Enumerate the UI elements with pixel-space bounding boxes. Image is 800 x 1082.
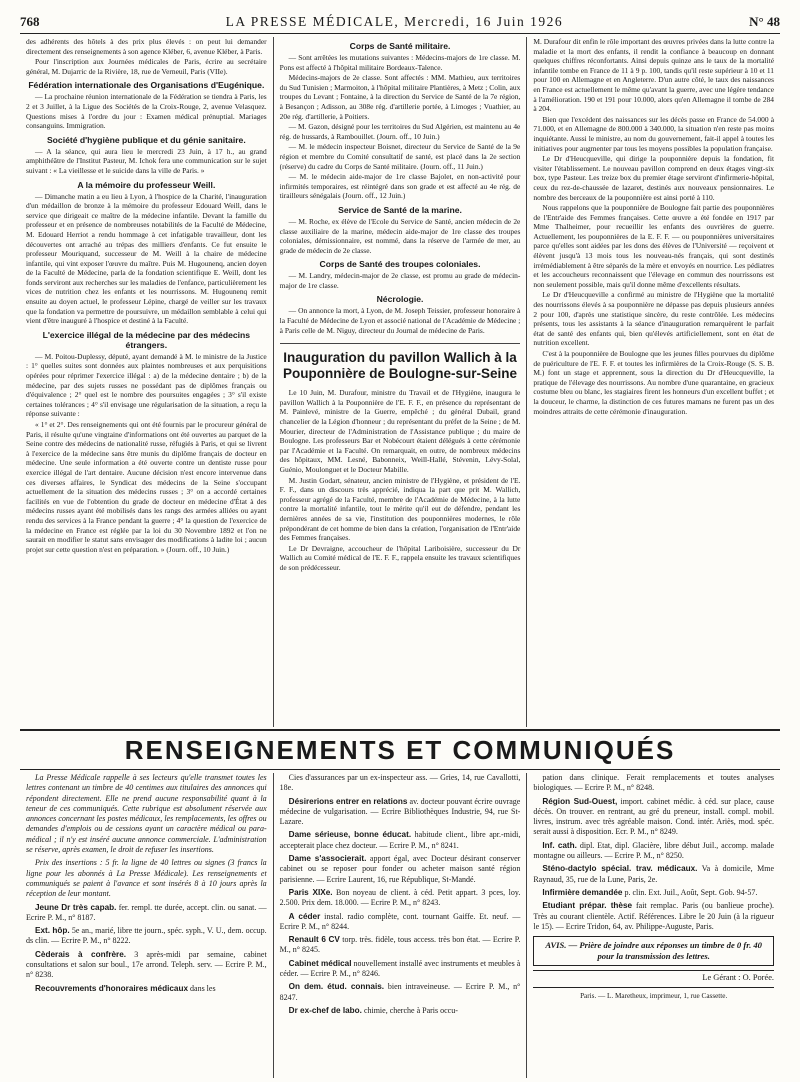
paragraph: — A la séance, qui aura lieu le mercredi 23 Juin, à 17 h., au grand amphithéâtre de l'Institut Pasteur, M. Ichok fera une communication sur le sujet suivant : « La vieillesse et le suicide dans la ville de Paris. » bbox=[26, 146, 267, 175]
printer-line: Paris. — L. Maretheux, imprimeur, 1, rue Cassette. bbox=[533, 987, 774, 1001]
section-heading: Fédération internationale des Organisations d'Eugénique. bbox=[28, 80, 265, 91]
classified-ad bbox=[280, 830, 521, 851]
ad-lead: Renault 6 CV bbox=[288, 935, 340, 945]
paragraph: des adhérents des hôtels à des prix plus élevés : on peut lui demander directement des renseignements à son agence Kléber, 6, avenue Kléber, à Paris. bbox=[26, 37, 267, 56]
classified-ad bbox=[533, 797, 774, 838]
ad-lead: Inf. cath. bbox=[542, 840, 577, 850]
section-heading: Corps de Santé des troupes coloniales. bbox=[319, 259, 481, 270]
paragraph: — M. Gazon, désigné pour les territoires du Sud Algérien, est maintenu au 4e rég. de hussards, à Rambouillet. (Journ. off., 10 Juin.) bbox=[279, 122, 521, 141]
ad-lead: Cabinet médical bbox=[288, 958, 352, 968]
paragraph: Le Dr Devraigne, accoucheur de l'hôpital Lariboisière, successeur du Dr Wallich au Comité médical de l'E. F. F., rappela ensuite les travaux scientifiques de son prédécesseur. bbox=[279, 543, 521, 572]
ad-lead: A céder bbox=[288, 911, 321, 921]
classified-ad bbox=[533, 864, 774, 885]
classified-ad bbox=[26, 926, 267, 947]
ad-text: fer. rempl. tte durée, accept. clin. ou sanat. — Ecrire P. M., n° 8187. bbox=[26, 902, 267, 922]
paragraph: Le Dr d'Heucqueville, qui dirige la pouponnière depuis la fondation, fit visiter l'établissement. Le nouveau pavillon comprend en deux étages vingt-six box, type Pasteur. Les treize box du premier étage serviront d'infirmerie-hôpital, ceux du rez-de-chaussée de lazaret, destinés aux nouveaux pensionnaires. Le nombre des berceaux de la pouponnière est ainsi porté à 110. bbox=[533, 154, 775, 202]
ad-lead: Dr ex-chef de labo. bbox=[288, 1005, 362, 1015]
classified-ad bbox=[280, 935, 521, 956]
ad-lead: Etudiant prépar. thèse bbox=[542, 901, 633, 911]
section-heading: Nécrologie. bbox=[376, 294, 424, 305]
classifieds-column-2 bbox=[273, 773, 527, 1078]
ad-text: import. cabinet médic. à céd. sur place, cause décès. On trouver. en rentrant, au gré du preneur, install. compl. mobil. livres, instrum. avec très agréable maison. Cond. intér. Ariès, mod. spéc. serait aussi à disposition. Ecr. P. M., n° 8249. bbox=[533, 796, 775, 837]
paragraph: Le Dr d'Heucqueville a confirmé au ministre de l'Hygiène que la mortalité des nourrissons élevés à sa pouponnière ne dépasse pas depuis plusieurs années 2 pour 100, d'après une statistique sincère, du reste contrôlée. Les médecins présents, tous les assistants à la séance d'inauguration remarquèrent le parfait état de santé des enfants qui, bien qu'élevés artificiellement, sont en état de nutrition excellent. bbox=[533, 290, 775, 348]
paragraph: C'est à la pouponnière de Boulogne que les jeunes filles pourvues du diplôme de puériculture de l'E. F. F. et toutes les infirmières de la Croix-Rouge (S. S. B. M.) font un stage et apprennent, sous la direction du Dr d'Heucqueville, la pratique de l'élevage des nourrissons. Au nombre d'une quarantaine, en gracieux costume bleu ou blanc, les stagiaires firent les honneurs d'un excellent buffet ; et la douceur, le charme, la distinction de ces futures mamans ne furent pas un des moindres attraits de cette cérémonie d'inauguration. bbox=[533, 349, 775, 416]
section-heading: Société d'hygiène publique et du génie sanitaire. bbox=[46, 134, 246, 145]
section-heading: L'exercice illégal de la médecine par des médecins étrangers. bbox=[42, 329, 251, 350]
ad-text: p. clin. Ext. Juil., Août, Sept. Gob. 94-57. bbox=[622, 887, 758, 897]
ad-lead: Infirmière demandée bbox=[542, 887, 623, 897]
paragraph: Nous rappelons que la pouponnière de Boulogne fait partie des pouponnières de l'Entr'aide des Femmes françaises. Cette œuvre a été fondée en 1917 par Mme Thalheimer, pour recueillir les enfants des ouvrières de guerre. Actuellement, les pouponnières de la E. F. F. — ou pouponnières universitaires parce qu'elles sont aidées par les dons des élèves de l'Université — reçoivent et élèvent jusqu'à 13 mois tous les nouveau-nés français, qui sont destinés irrémédiablement à être séparés de la mère et envoyés en nourrice. Les pédiatres et les accoucheurs reconnaissent que l'élevage en commun des nourrissons est non seulement possible, mais qu'il donne même d'excellents résultats. bbox=[533, 203, 775, 289]
paragraph: — M. le médecin aide-major de 1re classe Bajolet, en non-activité pour infirmités temporaires, est réintégré dans son grade et est affecté au 4e rég. de tirailleurs sénégalais (Journ. off., 12 Juin.) bbox=[279, 172, 521, 201]
ad-lead: Recouvrements d'honoraires médicaux bbox=[35, 983, 189, 993]
masthead-title: LA PRESSE MÉDICALE, Mercredi, 16 Juin 1926 bbox=[225, 14, 564, 29]
paragraph: — M. le médecin inspecteur Boisnet, directeur du Service de Santé de la 9e région et membre du Comité consultatif de santé, est placé dans la 2e section (réserve) du cadre du Corps de Santé militaire. (Journ. off., 11 Juin.) bbox=[279, 142, 521, 171]
classified-ad bbox=[280, 773, 521, 794]
ad-text: nouvellement installé avec instruments et meubles à céder. — Ecrire P. M., n° 8246. bbox=[279, 958, 521, 979]
gerant-signature: Le Gérant : O. Porée. bbox=[533, 970, 774, 983]
classifieds-column-1 bbox=[20, 773, 273, 1078]
ad-lead: Jeune Dr très capab. bbox=[35, 902, 117, 912]
classified-ad bbox=[533, 901, 774, 932]
issue-number: N° 48 bbox=[749, 14, 780, 29]
paragraph: Pour l'inscription aux Journées médicales de Paris, écrire au secrétaire général, M. Dujarric de la Rivière, 18, rue de Verneuil, Paris (VIIe). bbox=[26, 57, 267, 76]
column-1 bbox=[20, 37, 273, 727]
classified-ad bbox=[26, 903, 267, 924]
ad-text: dans les bbox=[188, 983, 216, 993]
section-heading: A la mémoire du professeur Weill. bbox=[77, 179, 216, 190]
classified-ad bbox=[533, 841, 774, 862]
column-3 bbox=[526, 37, 780, 727]
classifieds-column-3 bbox=[526, 773, 780, 1078]
classified-ad bbox=[280, 854, 521, 885]
classifieds-column-3-ads bbox=[533, 773, 774, 932]
ad-text: dipl. Etat, dipl. Glacière, libre début Juil., accomp. malade montagne ou ailleurs. — Ecrire P. M., n° 8250. bbox=[533, 840, 775, 861]
classified-ad bbox=[26, 984, 267, 994]
ad-lead: Dame sérieuse, bonne éducat. bbox=[288, 830, 412, 840]
article-title: Inauguration du pavillon Wallich à la Pouponnière de Boulogne-sur-Seine bbox=[280, 343, 521, 382]
classified-ad bbox=[280, 1006, 521, 1016]
classified-ad bbox=[280, 982, 521, 1003]
ad-lead: Ext. hôp. bbox=[35, 926, 70, 936]
ad-lead: Désirerions entrer en relations bbox=[288, 796, 408, 806]
paragraph: M. Durafour dit enfin le rôle important des œuvres privées dans la lutte contre la maladie et la mort des enfants, il rendit la confiance à beaucoup en donnant quelques chiffres réconfortants. Ainsi depuis quinze ans le taux de la mortalité infantile tombe en France de 11 à 9 p. 100, tandis qu'il reste supérieur à 10 et 11 pour 100 en Allemagne et en Angleterre. D'un autre côté, le taux des naissances en France est actuellement le même qu'avant la guerre, avec une légère tendance à l'amélioration. 190 et 191 pour 10.000, alors qu'en Allemagne il tombe de 284 à 204. bbox=[533, 37, 775, 114]
ad-text: pation dans clinique. Ferait remplacements et toutes analyses biologiques. — Ecrire P. M., n° 8248. bbox=[533, 773, 775, 793]
classifieds-notice: La Presse Médicale rappelle à ses lecteurs qu'elle transmet toutes les lettres contenant un timbre de 40 centimes aux titulaires des annonces qui répondent directement. Elle ne prend aucune responsabilité quant à la teneur de ces communiqués. Cette rubrique est absolument réservée aux annonces concernant les postes médicaux, les remplacements, les offres ou demandes d'emplois ou de cessions ayant un caractère médical ou para-médical ; il n'y est inséré aucune annonce commerciale. L'administration se réserve, après examen, le droit de refuser les insertions. bbox=[26, 773, 267, 855]
ad-text: apport égal, avec Docteur désirant conserver cabinet ou se reposer pour fonder ou acheter maison santé région parisienne. — Ecrire Laurent, 16, rue République, St-Mandé. bbox=[279, 854, 521, 884]
classified-ad bbox=[533, 888, 774, 898]
classified-ad bbox=[280, 888, 521, 909]
ad-lead: Région Sud-Ouest, bbox=[542, 796, 618, 806]
ad-text: bien intraveineuse. — Ecrire P. M., n° 8247. bbox=[279, 982, 521, 1002]
ad-lead: On dem. étud. connais. bbox=[288, 982, 385, 992]
ad-text: 3 après-midi par semaine, cabinet consultations et salon sur boul., 17e arrond. Teleph. serv. — Ecrire P. M., n° 8238. bbox=[26, 949, 267, 980]
ad-text: Va à domicile, Mme Raynaud, 35, rue de la Lune, Paris, 2e. bbox=[533, 864, 775, 884]
ad-text: fait remplac. Paris (ou banlieue proche). Très au courant clientèle. Actif. Références. Libre le 20 Juin (à la rigueur le 15). — Ecrire Tridon, 64, av. Philippe-Auguste, Paris. bbox=[533, 901, 775, 931]
ad-lead: Paris XIXe. bbox=[288, 887, 333, 897]
paragraph: « 1° et 2°. Des renseignements qui ont été fournis par le procureur général de Paris, il résulte qu'une vingtaine d'informations ont été ouvertes au parquet de la Seine contre des médecins de nationalité russe, réfugiés à Paris, et qui se livrent à l'exercice de la médecine sans être munis du diplôme français de docteur en médecine. Une seule information a été ouverte contre un dentiste russe pour exercice illégal de l'art dentaire. Aucune décision n'est encore intervenue dans ces diverses affaires, le Syndicat des médecins de la Seine s'occupant actuellement de la situation des médecins russes ; 3° on a accordé certaines facilités en vue de l'obtention du grade de docteur en médecine d'État à des médecins russes ayant été mobilisés dans les rangs des armées alliées ou ayant rendu des services à la France pendant la guerre ; 4° la question de l'exercice de la médecine en France est réglée par la loi du 30 Novembre 1892 et l'on ne saurait en modifier le statut sans envisager des modifications à ladite loi ; aucun projet sur cette question n'est en préparation. » (Journ. off., 10 Juin.) bbox=[26, 420, 267, 554]
ad-text: torp. très. fidèle, tous access. très bon état. — Ecrire P. M., n° 8245. bbox=[279, 935, 521, 955]
ad-lead: Cèderais à confrère. bbox=[35, 949, 127, 959]
classified-ad bbox=[533, 773, 774, 794]
section-heading: Corps de Santé militaire. bbox=[349, 41, 451, 51]
paragraph: — Sont arrêtées les mutations suivantes : Médecins-majors de 1re classe. M. Pons est affecté à l'hôpital militaire Bordeaux-Talence. bbox=[279, 53, 521, 72]
paragraph: — La prochaine réunion internationale de la Fédération se tiendra à Paris, les 2 et 3 Juillet, à la Ligue des Sociétés de la Croix-Rouge, 2, avenue Velasquez. Questions mises à l'ordre du jour : Examen médical prénuptial. Mariages consanguins. Immigration. bbox=[26, 92, 267, 131]
paragraph: M. Justin Godart, sénateur, ancien ministre de l'Hygiène, et président de l'E. F. F., dans un discours très apprécié, indiqua la part que prit M. Wallich, professeur agrégé de la Faculté, membre de l'Académie de Médecine, à la lutte contre la mortalité infantile, tout le mérite qu'il eut de défendre, pendant les dernières années de sa vie, l'institution des pouponnières modernes, le rôle prépondérant de cet homme de bien dans la création, l'organisation de l'Entr'aide des Femmes françaises. bbox=[279, 475, 521, 543]
page-number: 768 bbox=[20, 14, 40, 29]
paragraph: — M. Roche, ex élève de l'Ecole du Service de Santé, ancien médecin de 2e classe auxiliaire de la marine, médecin aide-major de 1re classe des troupes coloniales, démissionnaire, est nommé, dans la réserve de l'armée de mer, au grade de médecin de 2e classe. bbox=[279, 216, 521, 255]
classified-ad bbox=[26, 950, 267, 981]
paragraph: Le 10 Juin, M. Durafour, ministre du Travail et de l'Hygiène, inaugura le pavillon Wallich à la Pouponnière de l'E. F. F., en présence du représentant de M. Painlevé, ministre de la Guerre, empêché ; du général Dubail, grand chancelier de la Légion d'honneur ; du représentant du préfet de la Seine ; de M. Mourier, directeur de l'Administration de l'Assistance publique ; du maire de Boulogne. Les professeurs Bar et Nobécourt étaient délégués à cette cérémonie par l'Académie et la Faculté. On remarquait, en outre, de nombreux médecins des hôpitaux, MM. Lesné, Babonneix, Weill-Hallé, Stévenin, Lévy-Solal, Guénio, Moulonguet et le Docteur Mabille. bbox=[279, 388, 521, 474]
ad-lead: Dame s'associerait. bbox=[288, 854, 367, 864]
classified-ad bbox=[280, 797, 521, 828]
paragraph: — M. Poitou-Duplessy, député, ayant demandé à M. le ministre de la Justice : 1° quelles suites sont données aux plaintes nombreuses et aux perquisitions opérées pour réprimer l'exercice illégal : a) de la médecine dentaire ; b) de la médecine, par des sujets russes ne possédant pas de diplômes français ou d'équivalence ; 2° quel est le nombre des poursuites engagées ; 3° s'il existe certaines tolérances ; 4° s'il envisage une régularisation de la situation, a reçu la réponse suivante : bbox=[26, 351, 267, 419]
paragraph: — Dimanche matin a eu lieu à Lyon, à l'hospice de la Charité, l'inauguration d'un médaillon de bronze à la mémoire du professeur Edouard Weill, dans le service que dirigeait ce maître de la médecine infantile. Devant la famille du professeur et en présence de nombreuses notabilités de la Faculté de Médecine, M. Edouard Herriot a rendu hommage à cet infatigable travailleur, dont les découvertes ont arraché au trépas des milliers d'enfants. Ce fut ensuite le professeur Mouriquand, successeur de M. Weill à la chaire de médecine infantile, qui vint exposer l'œuvre du maître. Puis M. Hugounenq, ancien doyen de la Faculté de Médecine, parla de la fondation scientifique E. Weill, dont les fonds serviront aux recherches sur les maladies de l'enfance, particulièrement les vices de nutrition chez les enfants et les nourrissons. M. Hugounenq remit ensuite au doyen actuel, le professeur Lépine, chargé de veiller sur les travaux que la fondation va permettre de poursuivre, un médaillon semblable à celui qui vient d'être inauguré à l'hospice et destiné à la Faculté. bbox=[26, 191, 267, 326]
news-columns bbox=[20, 37, 780, 727]
ad-text: Cies d'assurances par un ex-inspecteur ass. — Gries, 14, rue Cavallotti, 18e. bbox=[279, 773, 521, 793]
section-heading: Service de Santé de la marine. bbox=[338, 204, 462, 215]
section-banner: RENSEIGNEMENTS ET COMMUNIQUÉS bbox=[20, 731, 780, 770]
ad-text: 5e an., marié, libre tte journ., spéc. syph., V. U., dem. occup. ds clin. — Ecrire P. M., n° 8222. bbox=[26, 926, 267, 946]
paragraph: — M. Landry, médecin-major de 2e classe, est promu au grade de médecin-major de 1re classe. bbox=[279, 271, 521, 290]
classifieds-columns bbox=[20, 773, 780, 1078]
classified-ad bbox=[280, 912, 521, 933]
paragraph: Médecins-majors de 2e classe. Sont affectés : MM. Mathieu, aux territoires du Sud Tunisien ; Marmoiton, à l'hôpital militaire Plantières, à Metz ; Colin, aux troupes du Levant ; Fontaine, à la direction du Service de Santé de la 7e région, à Besançon ; Adisson, au 308e rég. d'artillerie portée, à Limoges ; Vuathier, au 20e rég. d'artillerie, à Poitiers. bbox=[279, 73, 521, 121]
column-2 bbox=[273, 37, 527, 727]
paragraph: — On annonce la mort, à Lyon, de M. Joseph Teissier, professeur honoraire à la Faculté de Médecine de Lyon et associé national de l'Académie de Médecine ; à Paris celle de M. Niguy, directeur du Journal de médecine de Paris. bbox=[279, 306, 521, 335]
ad-text: chimie, cherche à Paris occu- bbox=[361, 1005, 458, 1015]
paragraph: Bien que l'excédent des naissances sur les décès passe en France de 54.000 à 71.000, et en Allemagne de 800.000 à 340.000, la situation n'en reste pas moins inquiétante. Aussi le ministre, au nom du gouvernement, fait-il appel à toutes les initiatives pour augmenter par tous les moyens possibles la population française. bbox=[533, 114, 775, 153]
ad-text: instal. radio complète, cont. tournant Gaiffe. Et. neuf. — Ecrire P. M., n° 8244. bbox=[279, 911, 521, 931]
ad-text: Bon noyeau de client. à céd. Petit appart. 3 pces, loy. 2.500. Prix dem. 18.000. — Ecrire P. M., n° 8243. bbox=[279, 887, 521, 908]
ad-text: habitude client., libre apr.-midi, accepterait place chez docteur. — Ecrire P. M., n° 8241. bbox=[279, 830, 521, 850]
ad-text: av. docteur pouvant écrire ouvrage médecine de vulgarisation. — Ecrire Bibliothèques Industrie, 94, rue St-Lazare. bbox=[279, 796, 521, 827]
ad-lead: Sténo-dactylo spécial. trav. médicaux. bbox=[542, 864, 698, 874]
classified-ad bbox=[280, 959, 521, 980]
classifieds-notice: Prix des insertions : 5 fr. la ligne de 40 lettres ou signes (3 francs la ligne pour les abonnés à La Presse Médicale). Les renseignements et communiqués se paient à l'avance et sont insérés 8 à 10 jours après la réception de leur montant. bbox=[26, 858, 267, 899]
avis-notice: AVIS. — Prière de joindre aux réponses un timbre de 0 fr. 40 pour la transmission des lettres. bbox=[533, 936, 774, 966]
page-header bbox=[20, 14, 780, 34]
